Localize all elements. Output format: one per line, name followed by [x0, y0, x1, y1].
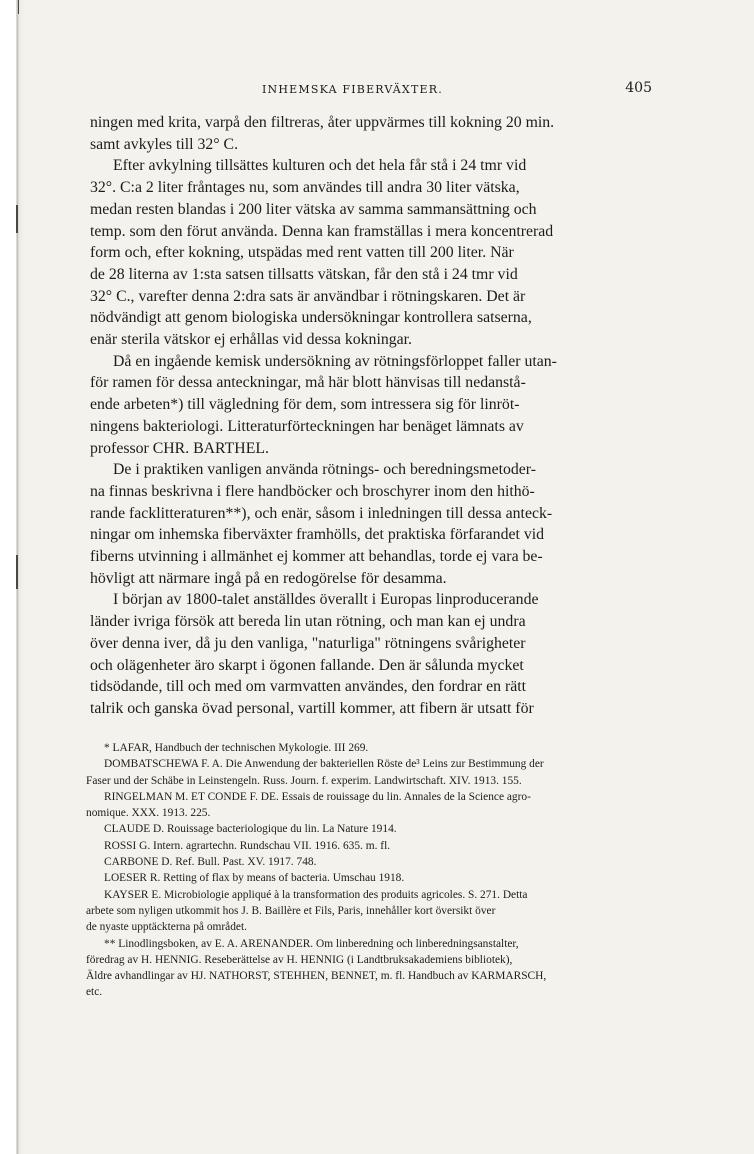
footnote-line: DOMBATSCHEWA F. A. Die Anwendung der bakteriellen Röste de³ Leins zur Bestimmung der [104, 758, 544, 771]
body-line: ningens bakteriologi. Litteraturförteckningen har benäget lämnats av [90, 417, 524, 435]
body-line: De i praktiken vanligen använda rötnings- och beredningsmetoder- [113, 461, 536, 479]
page-number: 405 [625, 80, 652, 96]
footnote-line: de nyaste upptäckterna på området. [86, 921, 247, 934]
scan-margin-mark [16, 205, 18, 233]
body-line: Då en ingående kemisk undersökning av rötningsförloppet faller utan- [113, 352, 557, 370]
scan-margin-mark [16, 555, 18, 589]
footnote-line: KAYSER E. Microbiologie appliqué à la transformation des produits agricoles. S. 271. Detta [104, 888, 528, 901]
body-line: tidsödande, till och med om varmvatten användes, den fordrar en rätt [90, 678, 527, 696]
body-line: na finnas beskrivna i flere handböcker och broschyrer inom den hithö- [90, 482, 535, 500]
body-line: 32° C., varefter denna 2:dra sats är användbar i rötningskaren. Det är [90, 287, 526, 305]
body-line: fiberns utvinning i allmänhet ej kommer att behandlas, torde ej vara be- [90, 548, 543, 566]
footnote-line: arbete som nyligen utkommit hos J. B. Baillère et Fils, Paris, innehåller kort översikt över [86, 904, 496, 917]
footnote-line: nomique. XXX. 1913. 225. [86, 807, 211, 820]
body-line: de 28 literna av 1:sta satsen tillsatts vätskan, får den stå i 24 tmr vid [90, 265, 518, 283]
body-line: hövligt att närmare ingå på en redogörelse för desamma. [90, 569, 447, 587]
footnote-line: ROSSI G. Intern. agrartechn. Rundschau VII. 1916. 635. m. fl. [104, 839, 391, 852]
body-line: nödvändigt att genom biologiska undersökningar kontrollera satserna, [90, 309, 532, 327]
footnote-line: * LAFAR, Handbuch der technischen Mykologie. III 269. [104, 742, 369, 754]
body-line: professor CHR. BARTHEL. [90, 439, 269, 457]
scan-left-edge [0, 0, 24, 1154]
body-line: samt avkyles till 32° C. [90, 135, 239, 153]
footnotes [86, 740, 652, 1001]
body-line: medan resten blandas i 200 liter vätska av samma sammansättning och [90, 200, 537, 218]
body-line: I början av 1800-talet anställdes överallt i Europas linproducerande [113, 591, 539, 609]
body-line: ende arbeten*) till vägledning för dem, som intressera sig för linröt- [90, 396, 520, 414]
page-header [90, 80, 652, 100]
body-text [90, 112, 652, 720]
footnote-line: etc. [86, 986, 103, 999]
body-line: talrik och ganska övad personal, vartill kommer, att fibern är utsatt för [90, 699, 534, 717]
footnote-line: CLAUDE D. Rouissage bacteriologique du lin. La Nature 1914. [104, 823, 397, 836]
footnote-line: RINGELMAN M. ET CONDE F. DE. Essais de rouissage du lin. Annales de la Science agro- [104, 790, 531, 803]
body-line: ningen med krita, varpå den filtreras, åter uppvärmes till kokning 20 min. [90, 114, 555, 131]
footnote-line: LOESER R. Retting of flax by means of bacteria. Umschau 1918. [104, 872, 405, 885]
footnote-line: CARBONE D. Ref. Bull. Past. XV. 1917. 748. [104, 856, 317, 869]
body-line: rande facklitteraturen**), och enär, såsom i inledningen till dessa anteck- [90, 504, 553, 522]
body-line: och olägenheter äro skarpt i ögonen fallande. Den är sålunda mycket [90, 656, 524, 674]
body-line: enär sterila vätskor ej erhållas vid dessa kokningar. [90, 331, 412, 349]
body-line: länder ivriga försök att bereda lin utan rötning, och man kan ej undra [90, 613, 526, 631]
body-line: Efter avkylning tillsättes kulturen och det hela får stå i 24 tmr vid [113, 157, 527, 175]
body-line: form och, efter kokning, utspädas med rent vatten till 200 liter. När [90, 244, 514, 262]
body-line: temp. som den förut använda. Denna kan framställas i mera koncentrerad [90, 222, 554, 240]
running-title: INHEMSKA FIBERVÄXTER. [262, 83, 443, 96]
scan-margin-mark [18, 0, 19, 14]
body-line: ningar om inhemska fiberväxter framhölls, det praktiska förfarandet vid [90, 526, 545, 544]
body-line: över denna iver, då ju den vanliga, "naturliga" rötningens svårigheter [90, 634, 526, 652]
body-line: 32°. C:a 2 liter fråntages nu, som användes till andra 30 liter vätska, [90, 179, 520, 197]
footnote-line: föredrag av H. HENNIG. Reseberättelse av H. HENNIG (i Landtbruksakademiens bibliotek), [86, 953, 513, 966]
footnote-line: ** Linodlingsboken, av E. A. ARENANDER. Om linberedning och linberedningsanstalter, [104, 937, 519, 950]
body-line: för ramen för dessa anteckningar, må här blott hänvisas till nedanstå- [90, 374, 526, 392]
footnote-line: Faser und der Schäbe in Leinstengeln. Russ. Journ. f. experim. Landwirtschaft. XIV. 1913. 155. [86, 774, 522, 787]
footnote-line: Äldre avhandlingar av HJ. NATHORST, STEHHEN, BENNET, m. fl. Handbuch av KARMARSCH, [86, 970, 547, 983]
